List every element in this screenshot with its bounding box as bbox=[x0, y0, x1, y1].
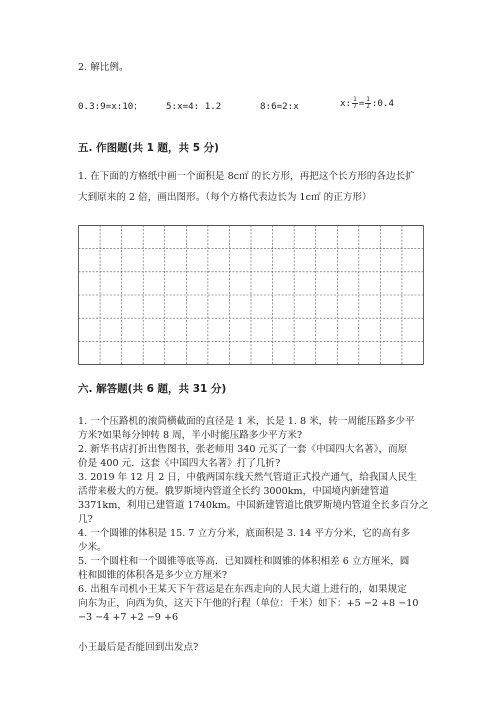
final-question: 小王最后是否能回到出发点? bbox=[78, 642, 199, 653]
section-6-line: −3 −4 +7 +2 −9 +6 bbox=[78, 612, 179, 623]
section-6-line: 柱和圆锥的体积各是多少立方厘米? bbox=[78, 570, 228, 581]
section-6-line: 6. 出租车司机小王某天下午营运是在东西走向的人民大道上进行的，如果规定 bbox=[78, 584, 407, 595]
equation-4 bbox=[340, 97, 394, 110]
section-5-title: 五. 作图题(共 1 题，共 5 分) bbox=[78, 142, 219, 154]
equation-3: 8:6=2:x bbox=[260, 101, 299, 112]
section-6-line: 1. 一个压路机的滚筒横截面的直径是 1 米，长是 1. 8 米，转一周能压路多少平 bbox=[78, 416, 415, 427]
grid-svg bbox=[78, 225, 424, 365]
section-6-line: 少米。 bbox=[78, 542, 107, 553]
section-5-question-line-1: 1. 在下面的方格纸中画一个面积是 8c㎡ 的长方形，再把这个长方形的各边长扩 bbox=[78, 171, 415, 182]
section-6-line: 几? bbox=[78, 514, 93, 525]
equation-1: 0.3:9=x:10； bbox=[78, 101, 143, 112]
graph-paper-grid[interactable] bbox=[78, 225, 424, 365]
section-6-title: 六. 解答题(共 6 题，共 31 分) bbox=[78, 383, 227, 395]
equation-4-equals: = bbox=[358, 98, 365, 109]
section-6-line: 价是 400 元．这套《中国四大名著》打了几折? bbox=[78, 458, 281, 469]
equation-4-suffix: :0.4 bbox=[371, 98, 395, 109]
equation-2: 5:x=4: 1.2 bbox=[166, 101, 222, 112]
part2-heading: 2. 解比例。 bbox=[78, 62, 129, 73]
fraction-numerator: 1 bbox=[366, 96, 370, 103]
section-6-line: 活带来极大的方便。俄罗斯境内管道全长约 3000km，中国境内新建管道 bbox=[78, 486, 389, 497]
fraction-1-7 bbox=[352, 97, 358, 110]
section-5-question-line-2: 大到原来的 2 倍，画出图形。（每个方格代表边长为 1c㎡ 的正方形） bbox=[78, 192, 372, 203]
section-6-line: 向东为正，向西为负，这天下午他的行程（单位：千米）如下：+5 −2 +8 −10 bbox=[78, 598, 419, 609]
section-6-line: 5. 一个圆柱和一个圆锥等底等高．已知圆柱和圆锥的体积相差 6 立方厘米，圆 bbox=[78, 556, 410, 567]
equation-4-prefix: x: bbox=[340, 98, 352, 109]
section-6-line: 方米?如果每分钟转 8 周，半小时能压路多少平方米? bbox=[78, 430, 302, 441]
section-6-line: 3371km，利用已建管道 1740km。中国新建管道比俄罗斯境内管道全长多百分之 bbox=[78, 500, 429, 511]
section-6-line: 3. 2019 年 12 月 2 日，中俄两国东线天然气管道正式投产通气，给我国人民生 bbox=[78, 472, 417, 483]
section-6-line: 2. 新华书店打折出售图书，张老师用 340 元买了一套《中国四大名著》，而原 bbox=[78, 444, 408, 455]
fraction-denominator: 2 bbox=[366, 103, 370, 110]
fraction-denominator: 7 bbox=[353, 103, 357, 110]
fraction-numerator: 1 bbox=[353, 96, 357, 103]
section-6-line: 4. 一个圆锥的体积是 15. 7 立方分米，底面积是 3. 14 平方分米，它的高有多 bbox=[78, 528, 411, 539]
fraction-1-2 bbox=[365, 97, 371, 110]
